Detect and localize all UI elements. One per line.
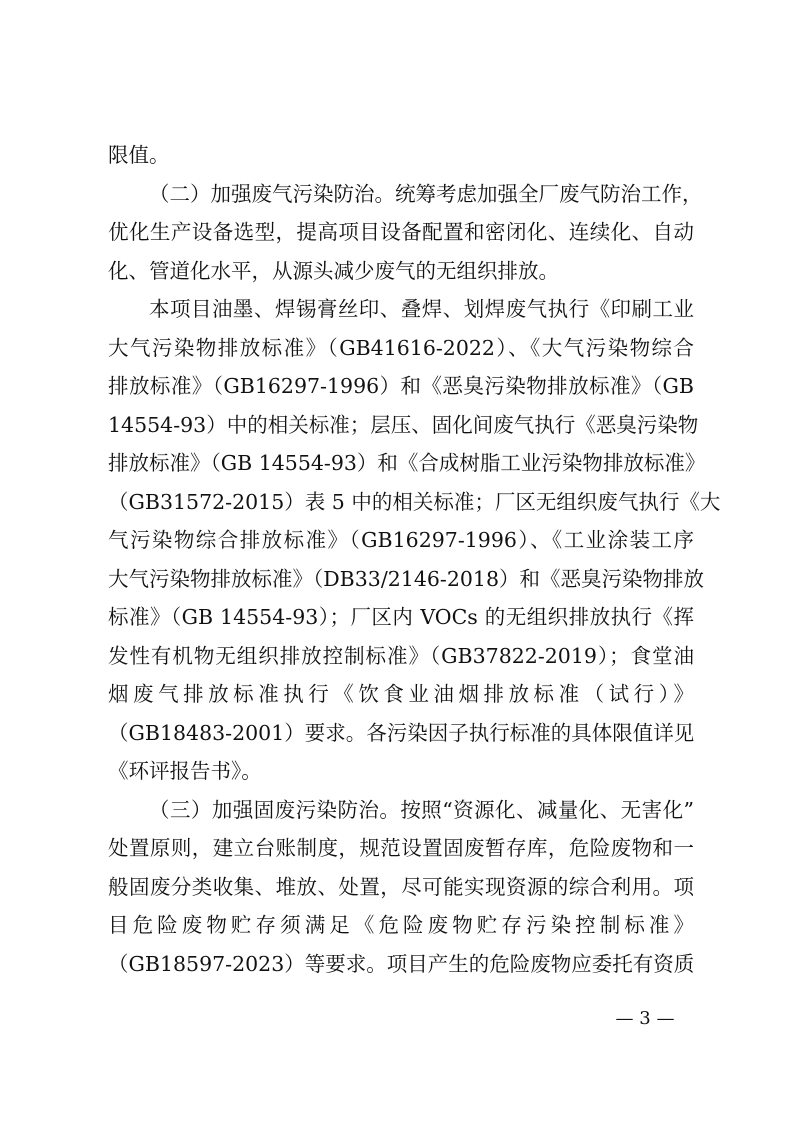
text-line: 《环评报告书》。 bbox=[108, 759, 262, 783]
text-line: 优化生产设备选型，提高项目设备配置和密闭化、连续化、自动 bbox=[108, 220, 694, 244]
text-line: 排放标准》（GB 14554-93）和《合成树脂工业污染物排放标准》 bbox=[108, 451, 706, 475]
body-text bbox=[108, 136, 721, 983]
text-line: （GB31572-2015）表 5 中的相关标准；厂区无组织废气执行《大 bbox=[108, 489, 721, 514]
text-line: （GB18483-2001）要求。各污染因子执行标准的具体限值详见 bbox=[108, 720, 695, 745]
text-line: 限值。 bbox=[108, 143, 170, 167]
text-line: （二）加强废气污染防治。统筹考虑加强全厂废气防治工作， bbox=[149, 181, 703, 206]
text-line: 化、管道化水平，从源头减少废气的无组织排放。 bbox=[108, 258, 559, 283]
text-line: 标准》（GB 14554-93）；厂区内 VOCs 的无组织排放执行《挥 bbox=[108, 605, 694, 629]
text-line: （GB18597-2023）等要求。项目产生的危险废物应委托有资质 bbox=[108, 951, 695, 976]
text-line: 排放标准》（GB16297-1996）和《恶臭污染物排放标准》（GB bbox=[108, 374, 694, 398]
text-line: 大气污染物排放标准》（DB33/2146-2018）和《恶臭污染物排放 bbox=[108, 566, 705, 591]
text-line: 发性有机物无组织排放控制标准》（GB37822-2019）；食堂油 bbox=[108, 643, 694, 668]
text-line: 大气污染物排放标准》（GB41616-2022）、《大气污染物综合 bbox=[108, 335, 694, 360]
text-line: 烟废气排放标准执行《饮食业油烟排放标准（试行）》 bbox=[108, 682, 694, 706]
text-line: 14554-93）中的相关标准；层压、固化间废气执行《恶臭污染物 bbox=[108, 412, 699, 437]
text-line: （三）加强固废污染防治。按照“资源化、减量化、无害化” bbox=[149, 797, 694, 822]
text-line: 气污染物综合排放标准》（GB16297-1996）、《工业涂装工序 bbox=[108, 528, 694, 552]
text-line: 处置原则，建立台账制度，规范设置固废暂存库，危险废物和一 bbox=[108, 836, 694, 860]
text-line: 本项目油墨、焊锡膏丝印、叠焊、划焊废气执行《印刷工业 bbox=[149, 297, 694, 321]
page-number: — 3 — bbox=[615, 1008, 675, 1029]
text-line: 般固废分类收集、堆放、处置，尽可能实现资源的综合利用。项 bbox=[108, 874, 694, 899]
text-line: 目危险废物贮存须满足《危险废物贮存污染控制标准》 bbox=[108, 913, 694, 937]
